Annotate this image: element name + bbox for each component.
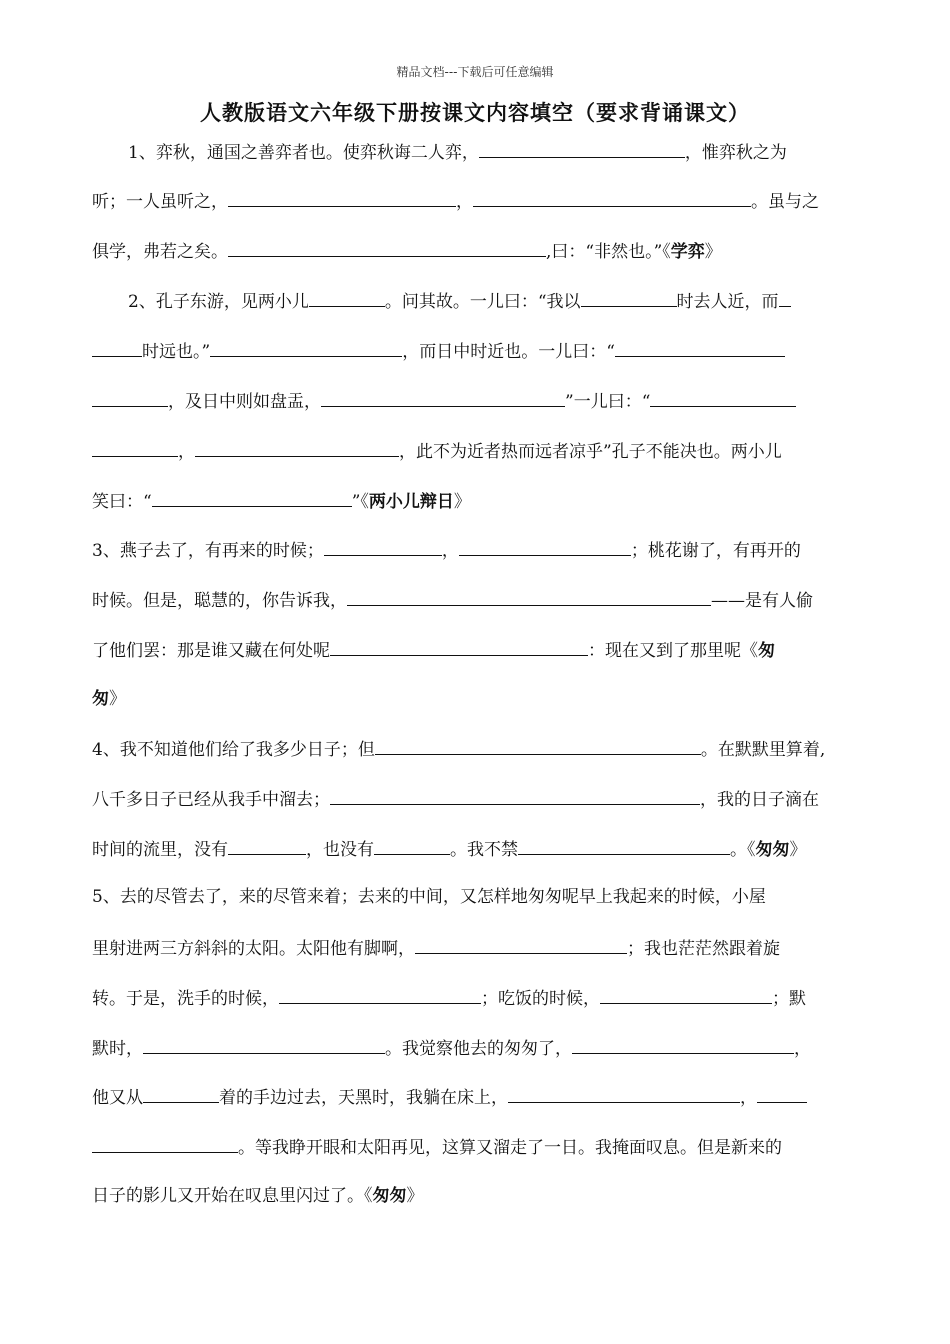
fill-blank[interactable] [779, 288, 791, 307]
q2-text: ， [178, 442, 195, 462]
q5-text: ；吃饭的时候， [481, 989, 600, 1009]
fill-blank[interactable] [600, 985, 772, 1004]
q1-line-3 [92, 238, 862, 264]
q1-line-1 [128, 139, 862, 165]
q5-line-7 [92, 1184, 862, 1208]
q1-text: 听；一人虽听之， [92, 192, 228, 212]
q3-text: ， [441, 541, 459, 561]
fill-blank[interactable] [143, 1084, 219, 1103]
q5-text: ， [740, 1088, 757, 1108]
fill-blank[interactable] [415, 935, 627, 954]
q2-text: ，及日中则如盘盂， [168, 392, 321, 412]
fill-blank[interactable] [572, 1035, 794, 1054]
q3-line-1 [92, 537, 862, 563]
fill-blank[interactable] [324, 537, 442, 556]
q2-text: 时去人近，而 [676, 292, 779, 312]
q5-text: ；我也茫茫然跟着旋 [627, 939, 780, 959]
q4-text: 时间的流里，没有 [92, 840, 228, 860]
fill-blank[interactable] [228, 238, 546, 257]
q5-line-1 [92, 885, 862, 909]
fill-blank[interactable] [279, 985, 481, 1004]
q3-text: 了他们罢：那是谁又藏在何处呢 [92, 641, 330, 661]
q5-text: 里射进两三方斜斜的太阳。太阳他有脚啊， [92, 939, 415, 959]
q4-line-2 [92, 786, 862, 812]
q5-text: ；默 [772, 989, 806, 1009]
q2-text: 》 [453, 492, 471, 512]
q1-text: ,曰：“非然也。”《 [546, 242, 671, 262]
q4-text: 。我不禁 [450, 840, 518, 860]
q2-text: 时远也。” [142, 342, 211, 362]
fill-blank[interactable] [309, 288, 385, 307]
fill-blank[interactable] [195, 438, 399, 457]
q4-text: 。在默默里算着, [700, 740, 826, 760]
fill-blank[interactable] [92, 1134, 238, 1153]
lesson-title: 匆匆 [372, 1186, 407, 1206]
fill-blank[interactable] [374, 836, 450, 855]
fill-blank[interactable] [518, 836, 730, 855]
fill-blank[interactable] [143, 1035, 385, 1054]
q3-text: 时候。但是，聪慧的，你告诉我， [92, 591, 347, 611]
q4-line-3 [92, 836, 862, 862]
lesson-title: 匆 [758, 641, 775, 661]
fill-blank[interactable] [330, 786, 700, 805]
fill-blank[interactable] [228, 836, 306, 855]
q1-line-2 [92, 188, 862, 214]
fill-blank[interactable] [459, 537, 631, 556]
fill-blank[interactable] [228, 188, 456, 207]
q5-line-4 [92, 1035, 862, 1061]
q1-text: 1、弈秋，通国之善弈者也。使弈秋诲二人弈， [128, 143, 479, 163]
q4-text: ，也没有 [306, 840, 374, 860]
q5-line-6 [92, 1134, 862, 1160]
lesson-title: 学弈 [670, 242, 705, 262]
q2-text: ”一儿曰：“ [565, 392, 651, 412]
q5-line-3 [92, 985, 862, 1011]
fill-blank[interactable] [321, 388, 565, 407]
lesson-title: 两小儿辩日 [368, 492, 454, 512]
q5-line-2 [92, 935, 862, 961]
fill-blank[interactable] [92, 338, 142, 357]
q5-text: 》 [406, 1186, 424, 1206]
q5-text: 他又从 [92, 1088, 143, 1108]
q2-line-3 [92, 388, 862, 414]
q2-text: ，此不为近者热而远者凉乎”孔子不能决也。两小儿 [399, 442, 782, 462]
q5-text: ， [794, 1039, 811, 1059]
q5-text: 转。于是，洗手的时候， [92, 989, 279, 1009]
fill-blank[interactable] [347, 587, 711, 606]
q3-text: ——是有人偷 [711, 591, 813, 611]
q4-line-1 [92, 736, 862, 762]
lesson-title: 匆 [92, 689, 109, 709]
q3-text: 3、燕子去了，有再来的时候； [92, 541, 324, 561]
q4-text: 4、我不知道他们给了我多少日子；但 [92, 740, 375, 760]
document-title: 人教版语文六年级下册按课文内容填空（要求背诵课文） [200, 100, 750, 125]
q3-line-2 [92, 587, 862, 613]
fill-blank[interactable] [375, 736, 701, 755]
q2-line-5 [92, 488, 862, 514]
q2-text: 。问其故。一儿曰：“我以 [384, 292, 581, 312]
q4-text: 八千多日子已经从我手中溜去； [92, 790, 330, 810]
q1-text: 》 [704, 242, 722, 262]
q2-line-2 [92, 338, 862, 364]
fill-blank[interactable] [152, 488, 352, 507]
q2-text: ，而日中时近也。一儿曰：“ [402, 342, 615, 362]
fill-blank[interactable] [210, 338, 402, 357]
fill-blank[interactable] [508, 1084, 740, 1103]
lesson-title: 匆匆 [755, 840, 790, 860]
q5-text: 5、去的尽管去了，来的尽管来着；去来的中间，又怎样地匆匆呢早上我起来的时候，小屋 [92, 887, 766, 907]
fill-blank[interactable] [581, 288, 677, 307]
q3-text: 》 [109, 689, 126, 709]
fill-blank[interactable] [615, 338, 785, 357]
q1-text: 。虽与之 [751, 192, 819, 212]
q4-text: 》 [789, 840, 807, 860]
q2-text: 笑曰：“ [92, 492, 152, 512]
q3-line-4 [92, 687, 862, 711]
q1-text: ， [456, 192, 473, 212]
q2-line-4 [92, 438, 862, 464]
fill-blank[interactable] [479, 139, 685, 158]
fill-blank[interactable] [757, 1084, 807, 1103]
fill-blank[interactable] [92, 438, 178, 457]
fill-blank[interactable] [650, 388, 796, 407]
q5-text: 默时， [92, 1039, 143, 1059]
fill-blank[interactable] [92, 388, 168, 407]
q4-text: ，我的日子滴在 [700, 790, 819, 810]
q5-text: 。我觉察他去的匆匆了， [385, 1039, 572, 1059]
q1-text: ，惟弈秋之为 [684, 143, 787, 163]
q4-text: 。《 [730, 840, 756, 860]
q3-text: ：现在又到了那里呢《 [588, 641, 758, 661]
q1-text: 俱学，弗若之矣。 [92, 242, 228, 262]
fill-blank[interactable] [330, 637, 588, 656]
fill-blank[interactable] [473, 188, 751, 207]
page-header: 精品文档---下载后可任意编辑 [396, 65, 554, 79]
q3-line-3 [92, 637, 862, 663]
q5-line-5 [92, 1084, 862, 1110]
q2-line-1 [128, 288, 862, 314]
q2-text: 2、孔子东游，见两小儿 [128, 292, 309, 312]
q2-text: ”《 [351, 492, 369, 512]
q3-text: ；桃花谢了，有再开的 [630, 541, 801, 561]
q5-text: 。等我睁开眼和太阳再见，这算又溜走了一日。我掩面叹息。但是新来的 [238, 1138, 782, 1158]
q5-text: 日子的影儿又开始在叹息里闪过了。《 [92, 1186, 373, 1206]
q5-text: 着的手边过去，天黑时，我躺在床上， [219, 1088, 508, 1108]
